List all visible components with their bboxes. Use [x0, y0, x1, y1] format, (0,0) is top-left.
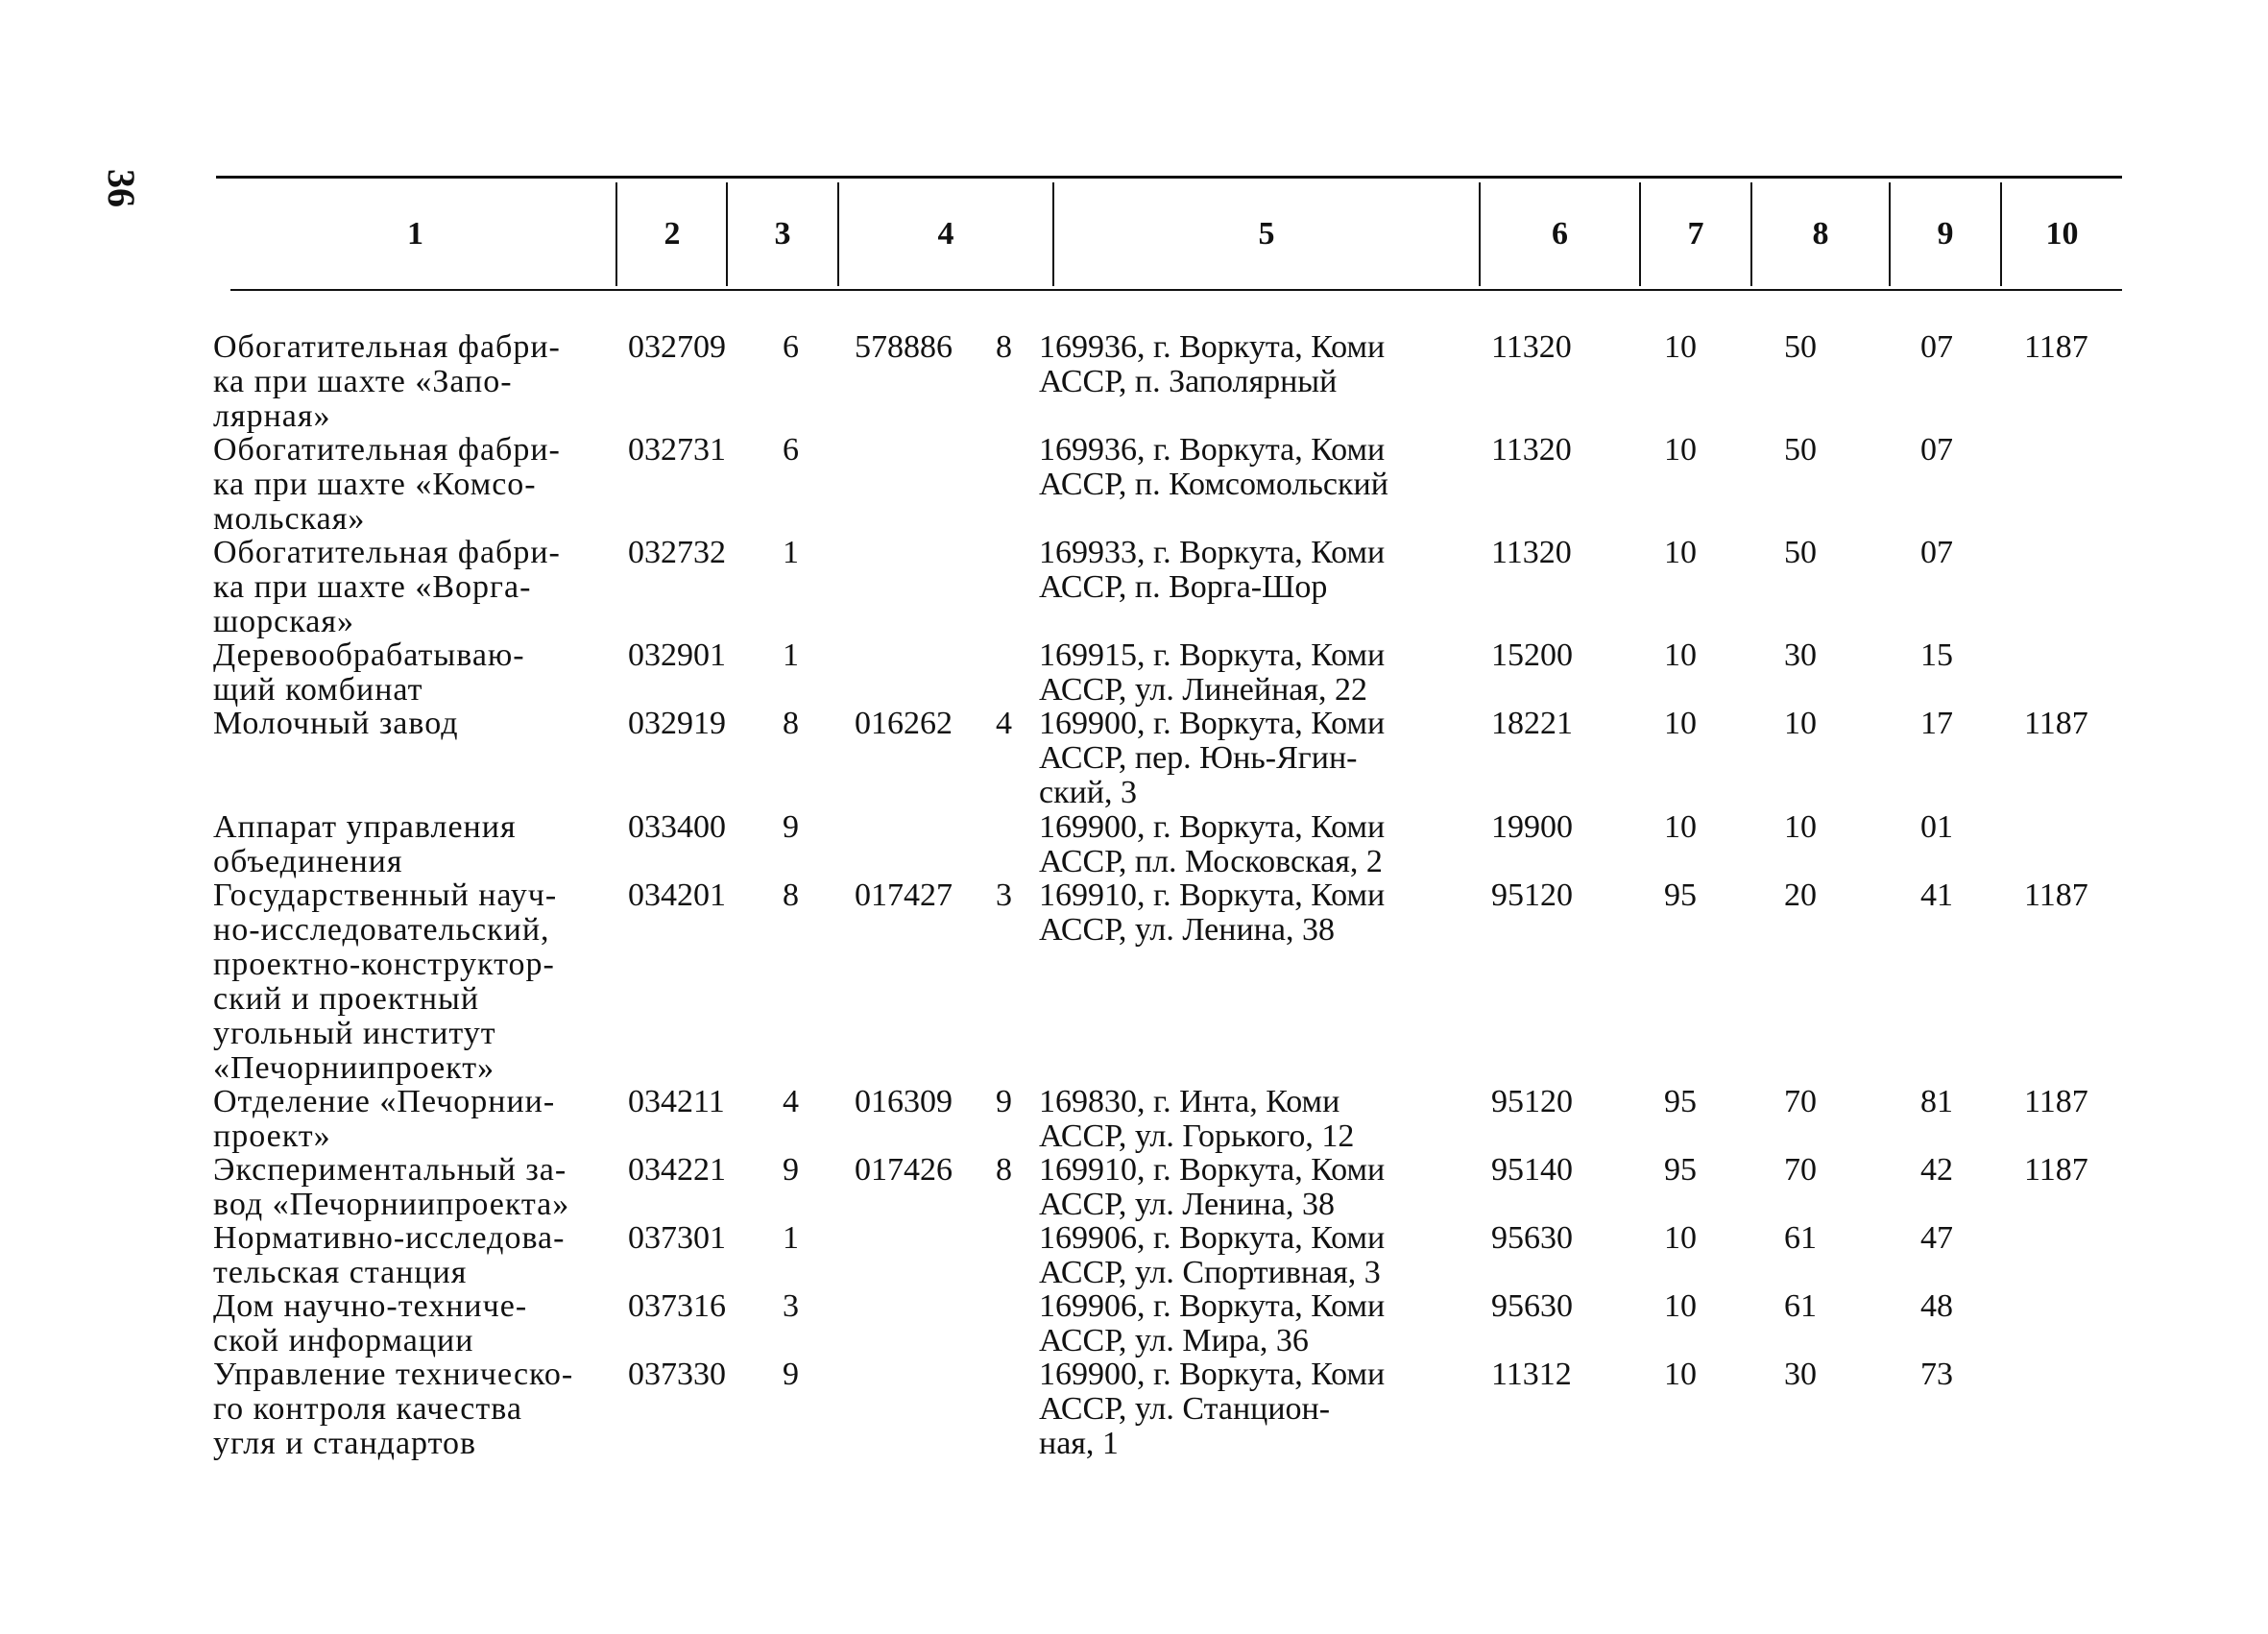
code-col-6: 18221	[1491, 706, 1573, 741]
code-col-4: 016309	[855, 1084, 953, 1119]
check-digit-col-3: 3	[783, 1288, 799, 1324]
code-col-8: 50	[1784, 432, 1817, 468]
check-digit-col-3: 8	[783, 877, 799, 913]
address: 169933, г. Воркута, Коми АССР, п. Ворга-Шор	[1039, 535, 1386, 605]
header-divider	[1052, 182, 1054, 286]
code-col-8: 61	[1784, 1288, 1817, 1324]
code-col-2: 032732	[628, 535, 726, 570]
code-col-6: 95630	[1491, 1288, 1573, 1324]
header-col-8: 8	[1812, 216, 1829, 252]
check-digit-col-4: 4	[996, 706, 1012, 741]
organization-name: Управление техническо- го контроля качества угля и стандартов	[213, 1357, 574, 1461]
header-divider	[1479, 182, 1481, 286]
code-col-6: 19900	[1491, 809, 1573, 845]
code-col-8: 30	[1784, 1357, 1817, 1392]
code-col-7: 10	[1664, 1357, 1697, 1392]
code-col-4: 578886	[855, 329, 953, 365]
check-digit-col-3: 8	[783, 706, 799, 741]
code-col-8: 50	[1784, 535, 1817, 570]
code-col-4: 016262	[855, 706, 953, 741]
code-col-7: 95	[1664, 1084, 1697, 1119]
code-col-2: 033400	[628, 809, 726, 845]
check-digit-col-3: 1	[783, 1220, 799, 1256]
code-col-8: 30	[1784, 637, 1817, 673]
check-digit-col-3: 1	[783, 535, 799, 570]
code-col-6: 95630	[1491, 1220, 1573, 1256]
check-digit-col-3: 6	[783, 432, 799, 468]
code-col-6: 95140	[1491, 1152, 1573, 1188]
address: 169906, г. Воркута, Коми АССР, ул. Спортивная, 3	[1039, 1220, 1386, 1290]
organization-name: Обогатительная фабри- ка при шахте «Ворга- шорская»	[213, 535, 561, 639]
code-col-9: 17	[1920, 706, 1953, 741]
code-col-7: 10	[1664, 1220, 1697, 1256]
address: 169906, г. Воркута, Коми АССР, ул. Мира, 36	[1039, 1288, 1386, 1358]
header-bottom-rule	[230, 289, 2122, 291]
header-divider	[726, 182, 728, 286]
header-divider	[1750, 182, 1752, 286]
code-col-7: 10	[1664, 432, 1697, 468]
code-col-7: 10	[1664, 809, 1697, 845]
organization-name: Обогатительная фабри- ка при шахте «Комсо- мольская»	[213, 432, 561, 537]
header-col-10: 10	[2045, 216, 2079, 252]
code-col-10: 1187	[2024, 1152, 2088, 1188]
address: 169830, г. Инта, Коми АССР, ул. Горького, 12	[1039, 1084, 1355, 1154]
address: 169900, г. Воркута, Коми АССР, пл. Московская, 2	[1039, 809, 1386, 879]
check-digit-col-3: 4	[783, 1084, 799, 1119]
header-col-5: 5	[1258, 216, 1275, 252]
header-divider	[1639, 182, 1641, 286]
code-col-2: 032901	[628, 637, 726, 673]
page-number: 36	[100, 169, 143, 207]
code-col-6: 11312	[1491, 1357, 1572, 1392]
code-col-10: 1187	[2024, 877, 2088, 913]
table-top-rule	[216, 176, 2122, 179]
code-col-2: 032919	[628, 706, 726, 741]
address: 169900, г. Воркута, Коми АССР, пер. Юнь-Ягин- ский, 3	[1039, 706, 1386, 810]
code-col-7: 95	[1664, 877, 1697, 913]
header-divider	[1889, 182, 1891, 286]
header-divider	[2000, 182, 2002, 286]
code-col-9: 81	[1920, 1084, 1953, 1119]
header-col-1: 1	[407, 216, 423, 252]
code-col-9: 07	[1920, 432, 1953, 468]
organization-name: Деревообрабатываю- щий комбинат	[213, 637, 525, 708]
code-col-10: 1187	[2024, 1084, 2088, 1119]
code-col-6: 95120	[1491, 1084, 1573, 1119]
check-digit-col-4: 8	[996, 329, 1012, 365]
code-col-2: 034221	[628, 1152, 726, 1188]
code-col-9: 42	[1920, 1152, 1953, 1188]
code-col-4: 017426	[855, 1152, 953, 1188]
organization-name: Государственный науч- но-исследовательский, проектно-конструктор- ский и проектный угольный институт «Печорниипроект»	[213, 877, 558, 1086]
code-col-9: 01	[1920, 809, 1953, 845]
code-col-9: 07	[1920, 329, 1953, 365]
code-col-8: 70	[1784, 1084, 1817, 1119]
code-col-10: 1187	[2024, 329, 2088, 365]
header-divider	[615, 182, 617, 286]
organization-name: Отделение «Печорнии- проект»	[213, 1084, 556, 1154]
address: 169936, г. Воркута, Коми АССР, п. Комсомольский	[1039, 432, 1388, 502]
check-digit-col-3: 9	[783, 1152, 799, 1188]
code-col-7: 10	[1664, 637, 1697, 673]
header-col-7: 7	[1687, 216, 1704, 252]
code-col-7: 10	[1664, 1288, 1697, 1324]
code-col-8: 20	[1784, 877, 1817, 913]
organization-name: Обогатительная фабри- ка при шахте «Запо- лярная»	[213, 329, 561, 434]
address: 169910, г. Воркута, Коми АССР, ул. Ленина, 38	[1039, 877, 1386, 948]
organization-name: Экспериментальный за- вод «Печорниипроекта»	[213, 1152, 570, 1222]
check-digit-col-3: 9	[783, 809, 799, 845]
code-col-6: 95120	[1491, 877, 1573, 913]
address: 169900, г. Воркута, Коми АССР, ул. Станцион- ная, 1	[1039, 1357, 1386, 1461]
code-col-7: 10	[1664, 535, 1697, 570]
address: 169936, г. Воркута, Коми АССР, п. Заполярный	[1039, 329, 1386, 399]
code-col-8: 50	[1784, 329, 1817, 365]
code-col-8: 70	[1784, 1152, 1817, 1188]
header-divider	[837, 182, 839, 286]
code-col-9: 07	[1920, 535, 1953, 570]
check-digit-col-3: 6	[783, 329, 799, 365]
code-col-8: 10	[1784, 706, 1817, 741]
code-col-9: 41	[1920, 877, 1953, 913]
code-col-9: 73	[1920, 1357, 1953, 1392]
organization-name: Молочный завод	[213, 706, 459, 741]
code-col-7: 95	[1664, 1152, 1697, 1188]
code-col-8: 61	[1784, 1220, 1817, 1256]
code-col-4: 017427	[855, 877, 953, 913]
code-col-9: 48	[1920, 1288, 1953, 1324]
code-col-7: 10	[1664, 329, 1697, 365]
header-col-9: 9	[1937, 216, 1954, 252]
code-col-7: 10	[1664, 706, 1697, 741]
code-col-6: 11320	[1491, 432, 1572, 468]
code-col-9: 47	[1920, 1220, 1953, 1256]
organization-name: Дом научно-техниче- ской информации	[213, 1288, 528, 1358]
code-col-6: 11320	[1491, 329, 1572, 365]
organization-name: Нормативно-исследова- тельская станция	[213, 1220, 566, 1290]
address: 169910, г. Воркута, Коми АССР, ул. Ленина, 38	[1039, 1152, 1386, 1222]
code-col-6: 15200	[1491, 637, 1573, 673]
check-digit-col-4: 9	[996, 1084, 1012, 1119]
address: 169915, г. Воркута, Коми АССР, ул. Линейная, 22	[1039, 637, 1386, 708]
header-col-4: 4	[937, 216, 954, 252]
code-col-8: 10	[1784, 809, 1817, 845]
code-col-2: 037301	[628, 1220, 726, 1256]
code-col-2: 037330	[628, 1357, 726, 1392]
code-col-2: 032731	[628, 432, 726, 468]
code-col-10: 1187	[2024, 706, 2088, 741]
code-col-9: 15	[1920, 637, 1953, 673]
check-digit-col-3: 1	[783, 637, 799, 673]
organization-name: Аппарат управления объединения	[213, 809, 517, 879]
check-digit-col-4: 8	[996, 1152, 1012, 1188]
code-col-2: 034201	[628, 877, 726, 913]
check-digit-col-3: 9	[783, 1357, 799, 1392]
check-digit-col-4: 3	[996, 877, 1012, 913]
header-col-3: 3	[774, 216, 791, 252]
header-col-2: 2	[664, 216, 681, 252]
code-col-2: 034211	[628, 1084, 725, 1119]
header-col-6: 6	[1552, 216, 1568, 252]
code-col-6: 11320	[1491, 535, 1572, 570]
code-col-2: 037316	[628, 1288, 726, 1324]
code-col-2: 032709	[628, 329, 726, 365]
